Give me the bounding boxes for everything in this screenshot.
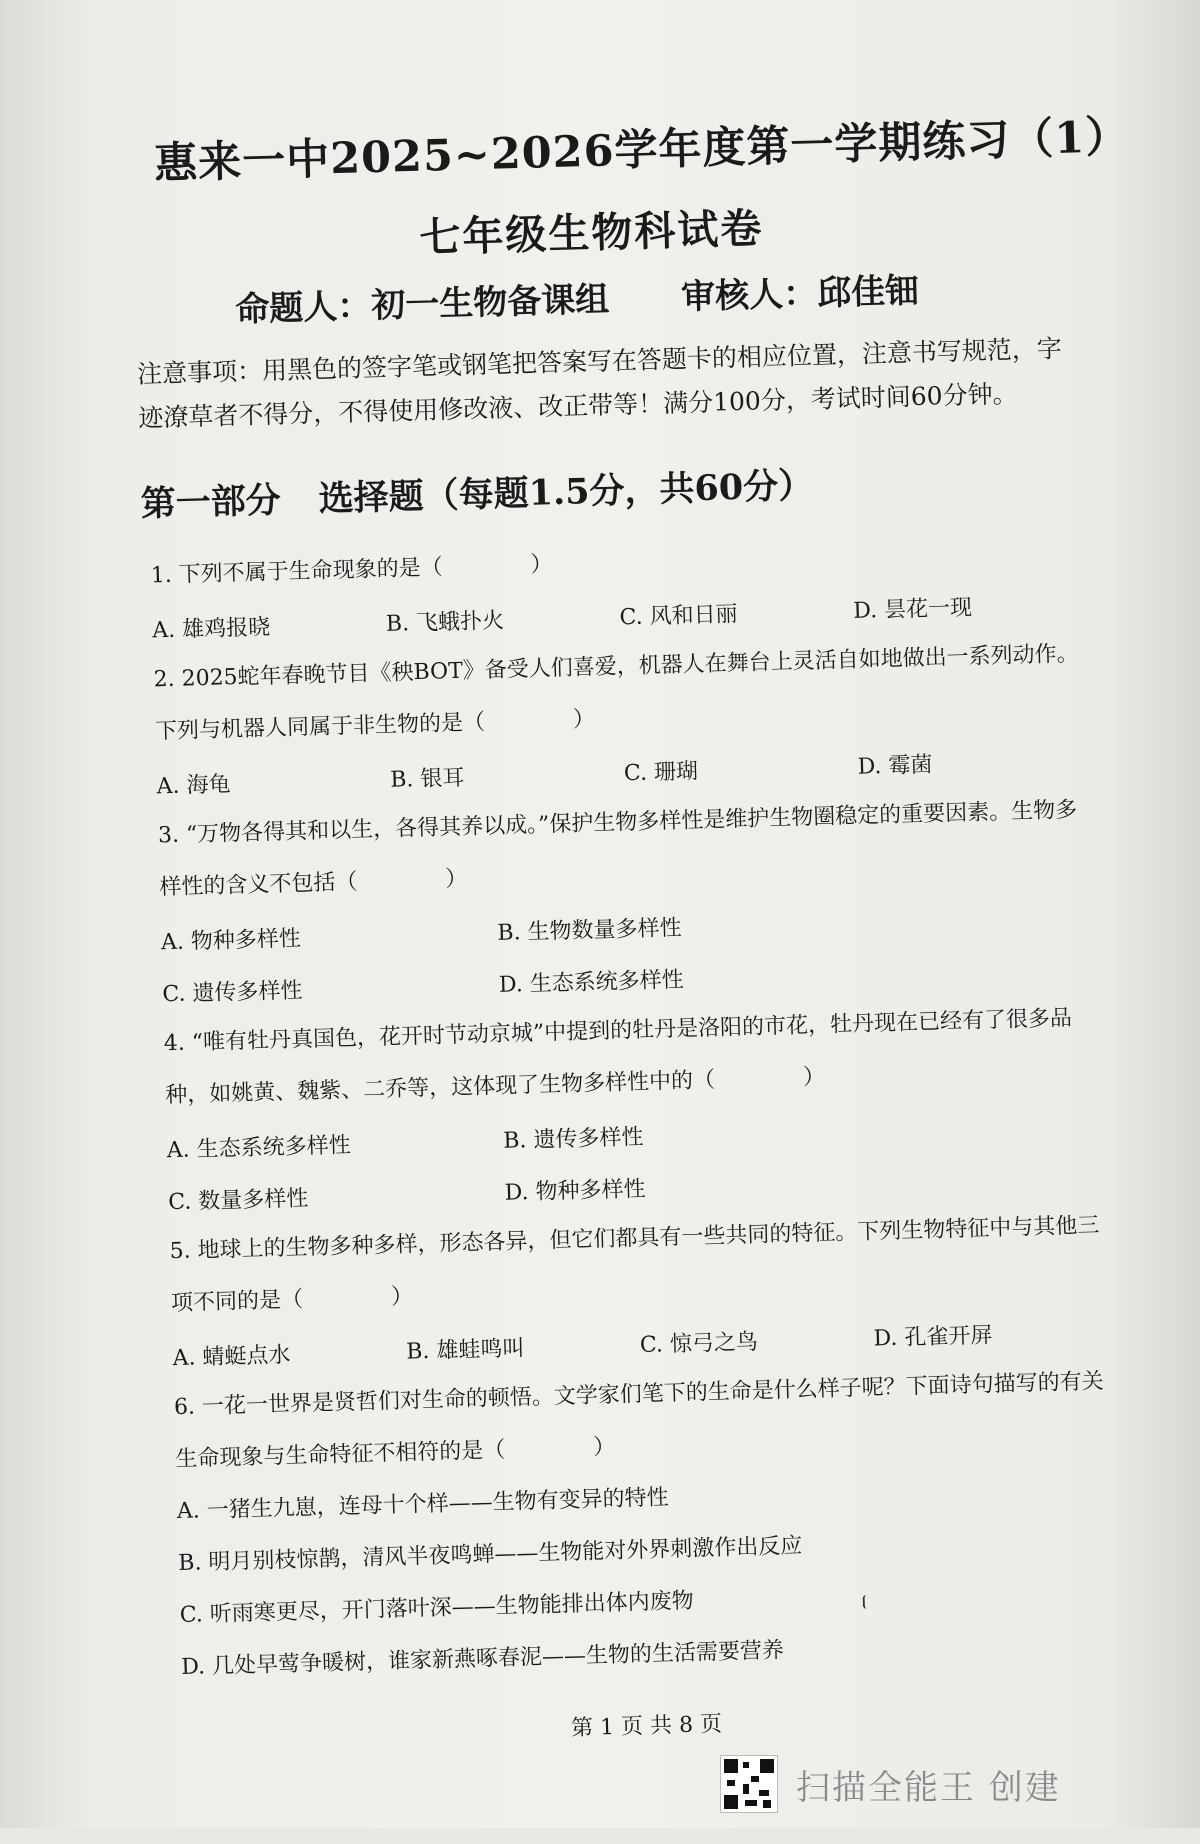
option-b: B. 遗传多样性 xyxy=(502,1124,644,1154)
option-b: B. 明月别枝惊鹊，清风半夜鸣蝉——生物能对外界刺激作出反应 xyxy=(178,1533,803,1577)
section-title: 选择题（每题1.5分，共60分） xyxy=(318,464,814,520)
exam-authors xyxy=(235,259,1066,331)
section-heading xyxy=(140,450,1081,526)
option-a: A. 生态系统多样性 xyxy=(166,1132,351,1163)
question-4 xyxy=(163,992,1103,1226)
option-c: C. 风和日丽 xyxy=(619,601,738,630)
qr-code-icon xyxy=(720,1755,778,1813)
question-2 xyxy=(153,628,1092,810)
question-3 xyxy=(157,784,1097,1018)
option-a: A. 物种多样性 xyxy=(160,925,302,955)
option-c: C. 珊瑚 xyxy=(623,758,699,786)
exam-notice: 注意事项：用黑色的签字笔或钢笔把答案写在答题卡的相应位置，注意书写规范，字迹潦草者不得分，不得使用修改液、改正带等！满分100分，考试时间60分钟。 xyxy=(136,333,1063,433)
option-a: A. 一猪生九崽，连母十个样——生物有变异的特性 xyxy=(176,1485,669,1525)
option-d: D. 几处早莺争暖树，谁家新燕啄春泥——生物的生活需要营养 xyxy=(180,1638,785,1680)
option-d: D. 生态系统多样性 xyxy=(498,967,685,998)
section-name: 第一部分 xyxy=(140,479,282,525)
question-list xyxy=(150,524,1117,1694)
option-d: D. 霉菌 xyxy=(857,752,933,780)
question-5 xyxy=(169,1200,1108,1382)
option-c: C. 遗传多样性 xyxy=(162,977,303,1007)
question-stem: 2. 2025蛇年春晚节目《秧BOT》备受人们喜爱，机器人在舞台上灵活自如地做出一系列动作。下列与机器人同属于非生物的是（ ） xyxy=(153,641,1079,745)
question-stem: 5. 地球上的生物多种多样，形态各异，但它们都具有一些共同的特征。下列生物特征中与其他三项不同的是（ ） xyxy=(169,1213,1100,1317)
option-c: C. 听雨寒更尽，开门落叶深——生物能排出体内废物 xyxy=(179,1588,695,1629)
exam-subtitle: 七年级生物科试卷 xyxy=(418,204,764,262)
scanner-watermark xyxy=(720,1752,1061,1816)
stray-pen-mark xyxy=(863,1595,871,1609)
reviewer-label: 审核人：邱佳钿 xyxy=(680,270,920,318)
option-b: B. 飞蛾扑火 xyxy=(385,608,505,637)
option-a: A. 海龟 xyxy=(156,771,231,799)
option-c: C. 惊弓之鸟 xyxy=(639,1329,759,1358)
page-number: 第 1 页 共 8 页 xyxy=(570,1711,723,1742)
option-d: D. 昙花一现 xyxy=(852,595,973,624)
option-b: B. 雄蛙鸣叫 xyxy=(405,1335,525,1365)
watermark-text: 扫描全能王 创建 xyxy=(796,1767,1061,1808)
setter-label: 命题人：初一生物备课组 xyxy=(234,279,610,330)
option-b: B. 生物数量多样性 xyxy=(497,915,682,946)
option-a: A. 雄鸡报晓 xyxy=(151,614,271,643)
option-d: D. 孔雀开屏 xyxy=(873,1322,993,1352)
question-stem: 1. 下列不属于生命现象的是（ ） xyxy=(150,552,553,589)
option-d: D. 物种多样性 xyxy=(504,1176,646,1206)
question-6 xyxy=(173,1356,1116,1694)
option-a: A. 蜻蜓点水 xyxy=(172,1342,291,1371)
option-b: B. 银耳 xyxy=(389,765,465,793)
question-stem: 4. “唯有牡丹真国色，花开时节动京城”中提到的牡丹是洛阳的市花，牡丹现在已经有了很多品种，如姚黄、魏紫、二乔等，这体现了生物多样性中的（ ） xyxy=(163,1005,1073,1109)
question-stem: 6. 一花一世界是贤哲们对生命的顿悟。文学家们笔下的生命是什么样子呢？下面诗句描写的有关生命现象与生命特征不相符的是（ ） xyxy=(173,1369,1104,1473)
question-stem: 3. “万物各得其和以生，各得其养以成。”保护生物多样性是维护生物圈稳定的重要因素。生物多样性的含义不包括（ ） xyxy=(157,797,1078,901)
option-c: C. 数量多样性 xyxy=(167,1185,309,1215)
exam-title: 惠来一中2025~2026学年度第一学期练习（1） xyxy=(153,111,1130,190)
